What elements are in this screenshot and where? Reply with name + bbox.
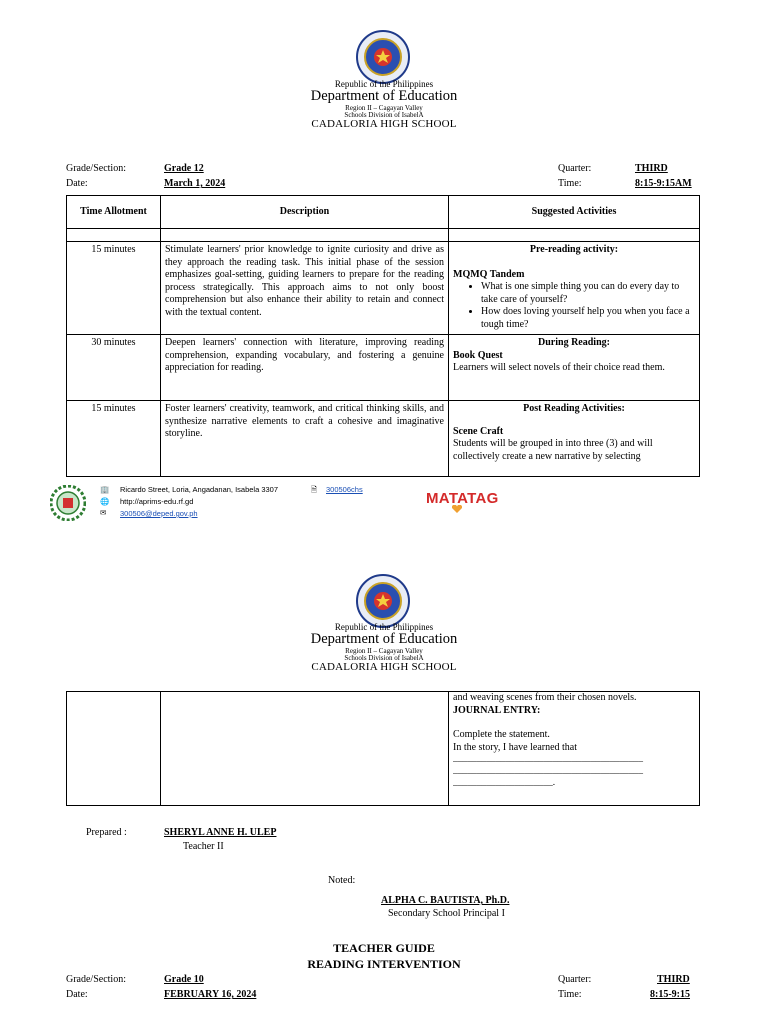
spacer-row [67,229,700,242]
guide-title-line-1: TEACHER GUIDE [333,941,435,955]
lesson-table-continued [66,691,700,806]
answer-line: _____________________. [453,777,556,788]
activity-cell [449,692,700,806]
grade-label: Grade/Section: [66,163,126,174]
grade-value: Grade 12 [164,163,204,174]
time-cell [67,692,161,806]
grade-value: Grade 10 [164,974,204,985]
address-text: Ricardo Street, Loria, Angadanan, Isabela 3307 [120,485,279,494]
republic-text: Republic of the Philippines [334,622,434,632]
department-text: Department of Education [310,631,458,648]
school-header [0,80,768,131]
guide-title-line-2: READING INTERVENTION [307,957,461,972]
table-row [67,335,700,401]
activity-title: Pre-reading activity: [529,244,619,255]
prepared-name: SHERYL ANNE H. ULEP [164,827,277,838]
header-time: Time Allotment [67,196,161,229]
time-value: 8:15-9:15 [650,989,690,1000]
website-text[interactable]: http://aprims-edu.rf.gd [120,497,194,506]
table-row [67,242,700,335]
region-text: Region II – Cagayan Valley [345,646,423,655]
time-label: Time: [558,989,582,1000]
division-text: Schools Division of IsabelA [344,654,424,662]
answer-line: ________________________________________ [453,754,643,764]
activity-cell [449,401,700,477]
date-value: March 1, 2024 [164,178,226,189]
table-row [67,401,700,477]
activity-name: MQMQ Tandem [453,268,525,280]
quarter-value: THIRD [635,163,668,174]
building-icon: 🏢 [100,485,110,494]
activity-title: During Reading: [538,337,610,348]
activity-name: Scene Craft [453,425,504,437]
description-cell: Deepen learners' connection with literature, improving reading comprehension, expanding vocabulary, and fostering a genuine appreciation for reading. [161,335,449,401]
activity-text: Students will be grouped in into three (3) and will collectively create a new narrative by selecting [453,438,653,462]
email-link[interactable]: 300506@deped.gov.ph [120,509,198,518]
mail-icon: ✉ [100,508,107,517]
school-id-link[interactable]: 300506chs [326,485,363,494]
time-label: Time: [558,178,582,189]
prepared-label: Prepared : [86,827,127,838]
noted-role: Secondary School Principal I [388,908,505,919]
activity-title: Post Reading Activities: [523,403,625,414]
journal-title: JOURNAL ENTRY: [453,704,541,716]
deped-seal-icon [356,30,410,84]
heart-icon [452,505,462,513]
deped-seal-icon [356,574,410,628]
table-row [67,692,700,806]
date-label: Date: [66,178,88,189]
journal-instruction: Complete the statement. [453,729,550,740]
school-name: CADALORIA HIGH SCHOOL [311,118,457,131]
school-logo-icon [50,485,86,521]
time-cell: 15 minutes [67,401,161,477]
activity-cell [449,335,700,401]
region-text: Region II – Cagayan Valley [345,103,423,112]
matatag-logo: MATATAG [426,490,499,507]
date-value: FEBRUARY 16, 2024 [164,989,257,1000]
quarter-label: Quarter: [558,163,592,174]
table-header-row [67,196,700,229]
header-description: Description [161,196,449,229]
time-cell: 15 minutes [67,242,161,335]
globe-icon: 🌐 [100,497,110,506]
date-label: Date: [66,989,88,1000]
republic-text: Republic of the Philippines [334,79,434,89]
page-2 [0,528,768,1024]
grade-label: Grade/Section: [66,974,126,985]
header-activities: Suggested Activities [449,196,700,229]
department-text: Department of Education [310,88,458,105]
lesson-table [66,195,700,477]
list-item: • What is one simple thing you can do every day to take care of yourself? [481,281,695,306]
time-cell: 30 minutes [67,335,161,401]
activity-cell [449,242,700,335]
question-list [453,281,695,331]
description-cell: Foster learners' creativity, teamwork, and critical thinking skills, and synthesize narrative elements to craft a cohesive and imaginative storyline. [161,401,449,477]
noted-label: Noted: [328,875,356,886]
list-item: • How does loving yourself help you when you face a tough time? [481,306,695,331]
prepared-role: Teacher II [183,841,224,852]
id-icon: 🗎 [311,485,318,494]
description-cell: Stimulate learners' prior knowledge to ignite curiosity and drive as they approach the reading task. This initial phase of the session emphasizes goal-setting, guiding learners to prepare for the reading process strategically. This approach aims to not only boost comprehension but also enhance their ability to retain and connect with the textual content. [161,242,449,335]
division-text: Schools Division of IsabelA [344,111,424,119]
journal-prompt: In the story, I have learned that [453,741,578,753]
school-header [0,623,768,674]
school-name: CADALORIA HIGH SCHOOL [311,661,457,674]
activity-name: Book Quest [453,349,503,361]
quarter-value: THIRD [657,974,690,985]
quarter-label: Quarter: [558,974,592,985]
guide-title [0,940,768,972]
time-value: 8:15-9:15AM [635,178,692,189]
noted-name: ALPHA C. BAUTISTA, Ph.D. [381,895,510,906]
activity-text: and weaving scenes from their chosen novels. [453,692,637,703]
description-cell [161,692,449,806]
answer-line: ________________________________________ [453,765,643,776]
activity-text: Learners will select novels of their choice read them. [453,362,665,373]
